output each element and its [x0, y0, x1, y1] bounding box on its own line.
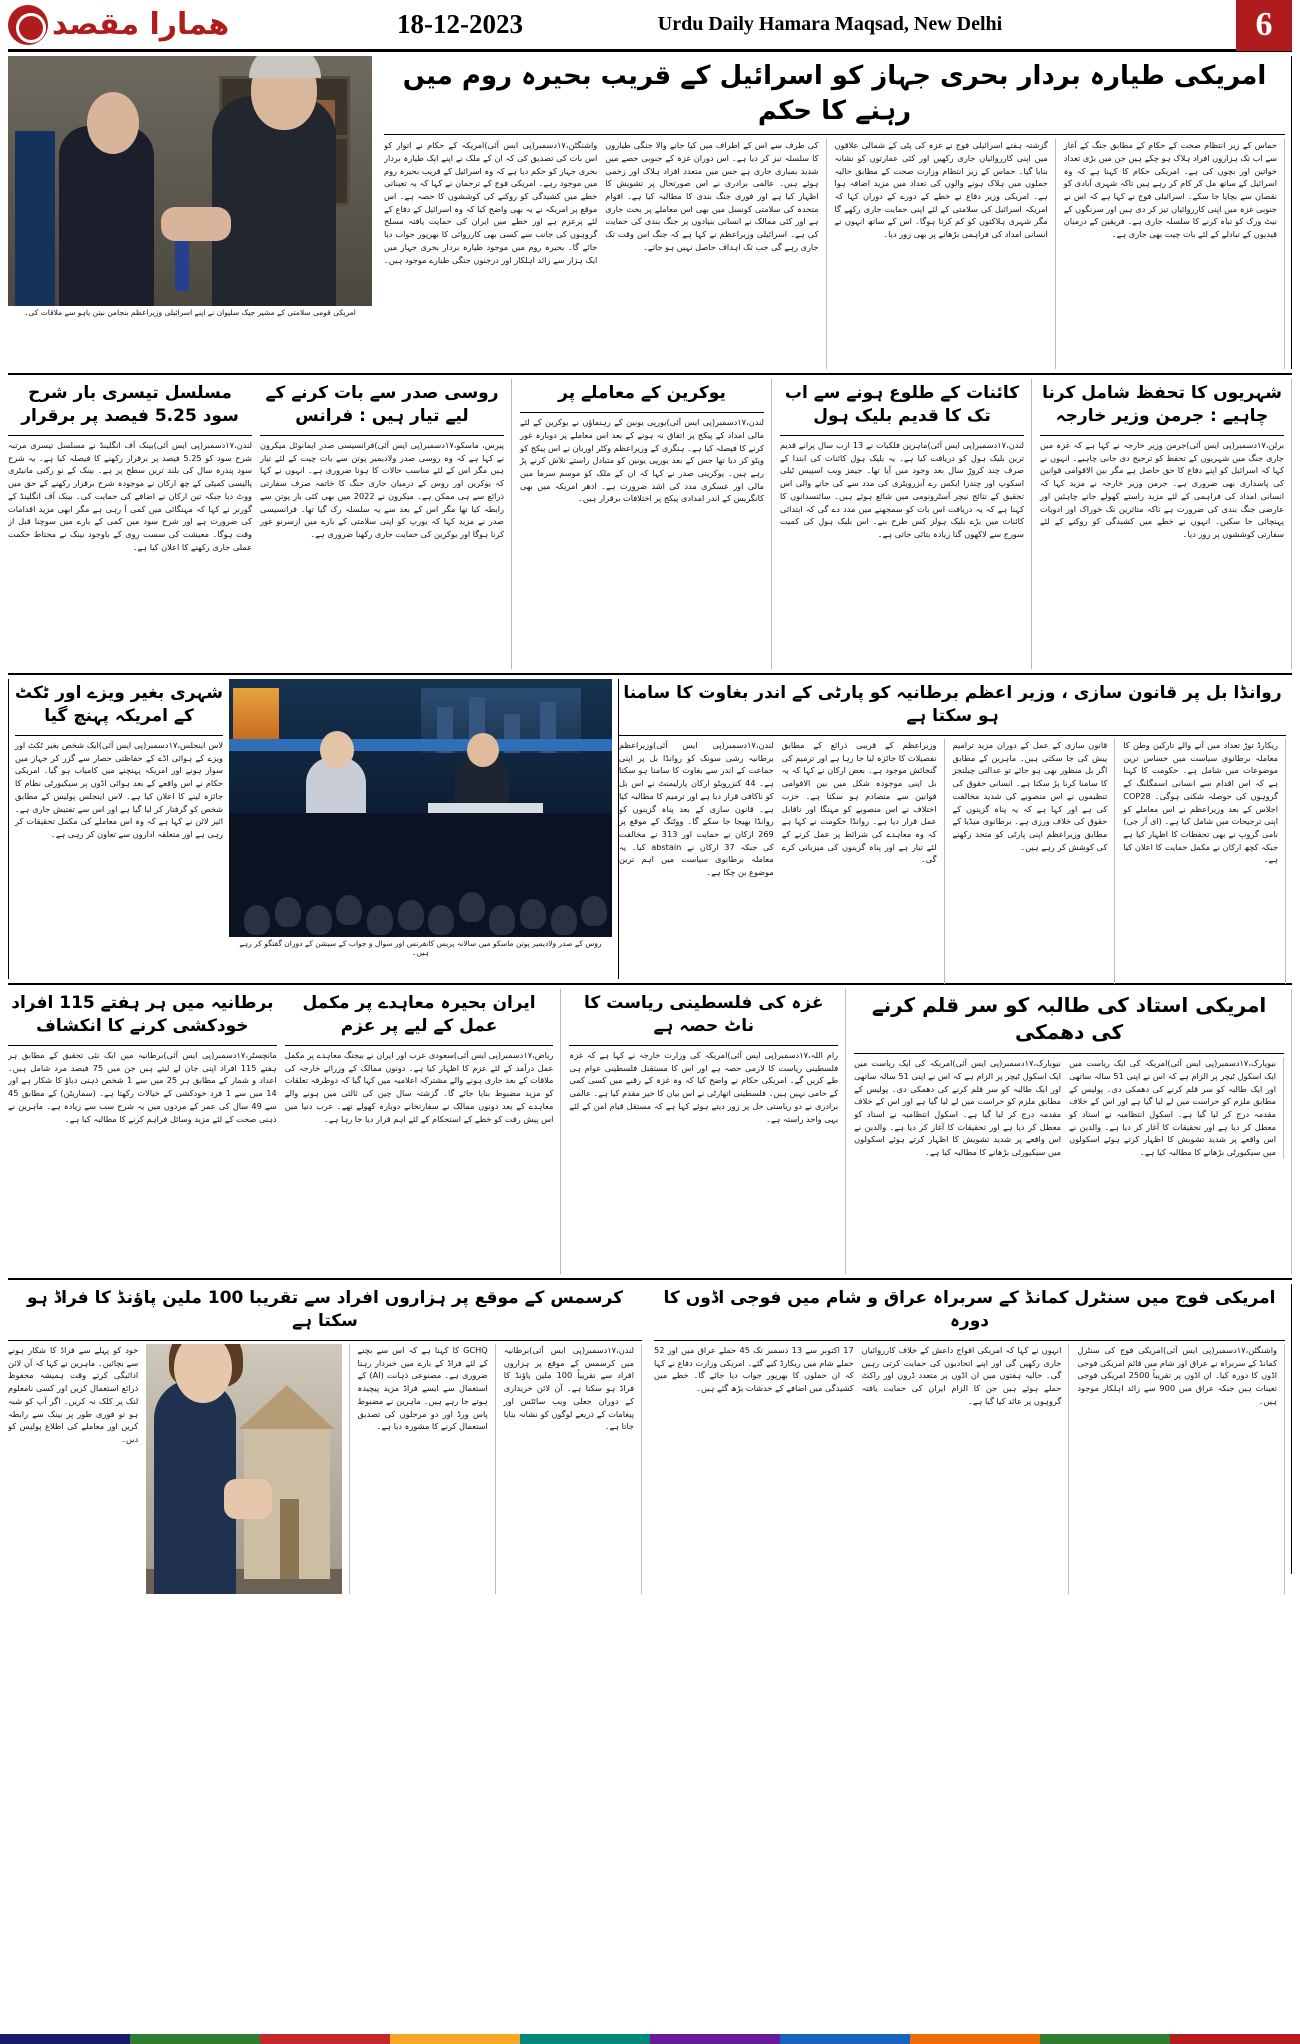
story-gaza-state [569, 989, 846, 1274]
story-col-3: قانون سازی کے عمل کے دوران مزید ترامیم پیش کی جا سکتی ہیں۔ ماہرین کے مطابق اگر بل منظور بھی ہو جائے تو عدالتی چیلنجز کا سامنا کرنا پڑ سکتا ہے۔ انسانی حقوق کی تنظیموں نے اس منصوبے کی شدید مخالفت کی ہے اور کہا ہے کہ یہ پناہ گزینوں کے حقوق کی خلاف ورزی ہے۔ برطانوی میڈیا کے مطابق وزیراعظم اپنی پارٹی کو متحد رکھنے کی کوشش کر رہے ہیں۔ [953, 739, 1116, 984]
story-headline: برطانیہ میں ہر ہفتے 115 افراد خودکشی کرنے کا انکشاف [11, 993, 274, 1037]
story-us-no-visa [8, 679, 223, 979]
story-iran-saudi [285, 989, 562, 1274]
story-col-1: خود کو پہلے سے فراڈ کا شکار ہونے سے بچائیں۔ ماہرین نے کہا کہ آن لائن ادائیگی کرتے وقت ہمیشہ محفوظ ذرائع استعمال کریں اور کسی نامعلوم لنک پر کلک نہ کریں۔ اگر آپ کو شبہ ہو تو فوری طور پر بینک سے رابطہ کریں اور معاملے کی اطلاع پولیس کو دیں۔ [8, 1345, 139, 1444]
story-body: مانچسٹر،۱۷دسمبر(پی ایس آئی)برطانیہ میں ایک نئی تحقیق کے مطابق ہر ہفتے 115 افراد اپنی جان لے لیتے ہیں جن میں 75 فیصد مرد شامل ہیں۔ اعداد و شمار کے مطابق ہر 25 میں سے 1 شخص ذہنی دباؤ کا شکار ہے اور 14 میں سے 1 فرد خودکشی کے خیالات رکھتا ہے۔ (سماریٹن) کے مطابق 45 سے 49 سال کی عمر کے مردوں میں یہ شرح سب سے زیادہ ہے۔ ماہرین نے ذہنی صحت کے لئے مزید وسائل فراہم کرنے کا مطالبہ کیا ہے۔ [8, 1050, 277, 1124]
story-black-hole [780, 379, 1032, 669]
issue-date: 18-12-2023 [397, 9, 523, 39]
story-body-continued: نیویارک،۱۷دسمبر(پی ایس آئی)امریکہ کی ایک ریاست میں ایک اسکول ٹیچر پر الزام ہے کہ اس نے اپنی 51 سالہ ساتھی اور ایک طالبہ کو سر قلم کرنے کی دھمکی دی۔ پولیس کے مطابق ملزم کو حراست میں لے لیا گیا ہے اور اس کے خلاف مقدمہ درج کر لیا گیا ہے۔ اسکول انتظامیہ نے استاد کو معطل کر دیا ہے اور تحقیقات کا آغاز کر دیا ہے۔ والدین نے اس واقعے پر شدید تشویش کا اظہار کرتے ہوئے اسکولوں میں سیکیورٹی بڑھانے کا مطالبہ کیا ہے۔ [1069, 1057, 1284, 1159]
lead-col-2: کی طرف سے اس کے اطراف میں کیا جانے والا جنگی طیاروں کا سلسلہ تیز کر دیا ہے۔ اس دوران غزہ کے جنوبی حصے میں شدید بمباری جاری ہے جس میں متعدد افراد ہلاک اور زخمی ہوئے ہیں۔ عالمی برادری نے اس صورتحال پر تشویش کا اظہار کیا ہے اور فوری جنگ بندی کا مطالبہ کیا ہے۔ اقوام متحدہ کی سلامتی کونسل میں بھی اس معاملے پر بحث جاری ہے اور کئی ممالک نے انسانی بنیادوں پر جنگ بندی کی حمایت کی ہے۔ اسرائیلی وزیراعظم نے کہا ہے کہ جنگ اس وقت تک جاری رہے گی جب تک اہداف حاصل نہیں ہو جاتے۔ [605, 139, 826, 369]
story-centcom-visit [648, 1284, 1292, 1574]
story-us-teacher-threat [854, 989, 1292, 1274]
story-headline: روانڈا بل پر قانون سازی ، وزیر اعظم برطانیہ کو پارٹی کے اندر بغاوت کا سامنا ہو سکتا ہے [623, 683, 1282, 727]
story-col-2: GCHQ کا کہنا ہے کہ اس سے بچنے کے لئے فراڈ کے بارے میں خبردار رہنا ضروری ہے۔ مصنوعی ذہانت (AI) کے استعمال سے ایسے فراڈ مزید پیچیدہ ہوتے جا رہے ہیں۔ ماہرین نے مضبوط پاس ورڈ اور دو مرحلوں کی تصدیق استعمال کرنے کا مشورہ دیا ہے۔ [358, 1344, 496, 1594]
story-col-3: لندن،۱۷دسمبر(پی ایس آئی)برطانیہ میں کرسمس کے موقع پر ہزاروں افراد سے تقریباً 100 ملین پاؤنڈ کا فراڈ ہو سکتا ہے۔ آن لائن خریداری کے دوران جعلی ویب سائٹس اور پیغامات کے ذریعے لوگوں کو نشانہ بنایا جاتا ہے۔ [504, 1344, 642, 1594]
lead-photo-block [8, 56, 378, 369]
story-headline: امریکی استاد کی طالبہ کو سر قلم کرنے کی دھمکی [871, 993, 1267, 1045]
story-france-russia [260, 379, 512, 669]
lead-photo [8, 56, 372, 306]
story-christmas-fraud [8, 1284, 648, 1574]
color-bar [0, 2034, 1300, 2044]
story-col-1: لندن،۱۷دسمبر(پی ایس آئی)وزیراعظم برطانیہ رشی سونک کو روانڈا بل پر اپنی جماعت کے اندر سے بغاوت کا سامنا ہو سکتا ہے۔ 44 کنزرویٹو ارکان پارلیمنٹ نے اس بل کو ناکافی قرار دیا ہے اور ترمیم کا مطالبہ کیا ہے۔ قانون سازی کے بعد پناہ گزینوں کو روانڈا بھیجا جا سکے گا۔ ووٹنگ کے موقع پر 269 ارکان نے حمایت اور 313 نے مخالفت کی جبکہ 37 ارکان نے abstain کیا۔ یہ معاملہ برطانوی سیاست میں اہم ترین موضوع بن چکا ہے۔ [619, 740, 774, 878]
newspaper-title: Urdu Daily Hamara Maqsad, New Delhi [657, 13, 1003, 35]
row4 [8, 989, 1292, 1274]
lead-col-4: حماس کے زیر انتظام صحت کے حکام کے مطابق جنگ کے آغاز سے اب تک ہزاروں افراد ہلاک ہو چکے ہیں جن میں بڑی تعداد خواتین اور بچوں کی ہے۔ امریکی حکام کا کہنا ہے کہ وہ اسرائیل کے ساتھ مل کر کام کر رہے ہیں تاکہ شہری آبادی کو نقصان سے بچایا جا سکے۔ اسرائیلی فوج نے کہا ہے کہ اس نے جنوبی غزہ میں اپنی کارروائیاں تیز کر دی ہیں اور سرنگوں کے نیٹ ورک کو تباہ کرنے کا سلسلہ جاری ہے۔ فریقین کے درمیان قیدیوں کے تبادلے کے لئے بات چیت بھی جاری ہے۔ [1064, 139, 1285, 369]
story-body: لاس اینجلس،۱۷دسمبر(پی ایس آئی)ایک شخص بغیر ٹکٹ اور ویزے کے ہوائی اڈے کے حفاظتی حصار سے گزر کر جہاز میں سوار ہونے اور امریکہ پہنچنے میں کامیاب ہو گیا۔ امریکی حکام نے اس واقعے کے بعد ہوائی اڈوں پر سیکیورٹی نظام کا جائزہ لینے کا اعلان کیا ہے۔ لاس اینجلس پولیس کے مطابق شخص کو گرفتار کر لیا گیا ہے اور اس سے تفتیش جاری ہے۔ ائیر لائن نے کہا ہے کہ وہ اس معاملے کی مکمل تحقیقات کر رہی ہے اور متعلقہ اداروں سے تعاون کر رہی ہے۔ [15, 740, 223, 839]
putin-photo-caption: روس کے صدر ولادیمیر پوتن ماسکو میں سالانہ پریس کانفرنس اور سوال و جواب کے سیشن کے دوران گفتگو کر رہے ہیں۔ [239, 939, 602, 958]
putin-photo-block [223, 679, 618, 979]
story-col-1: 17 اکتوبر سے 13 دسمبر تک 45 حملے عراق میں اور 52 حملے شام میں ریکارڈ کیے گئے۔ امریکی وزارت دفاع نے کہا کہ ان حملوں کا بھرپور جواب دیا جائے گا۔ خطے میں کشیدگی میں اضافے کے خدشات بڑھ گئے ہیں۔ [654, 1345, 854, 1394]
story-body: لندن،۱۷دسمبر(پی ایس آئی)ماہرین فلکیات نے 13 ارب سال پرانے قدیم ترین بلیک ہول کو دریافت کیا ہے۔ یہ بلیک ہول کائنات کی ابتدا کے صرف چند کروڑ سال بعد وجود میں آیا تھا۔ جیمز ویب اسپیس ٹیلی اسکوپ اور چندرا ایکس رے آبزرویٹری کی مدد سے کی جانے والی اس تحقیق کے نتائج نیچر آسٹرونومی میں شائع ہوئے ہیں۔ سائنسدانوں کا کہنا ہے کہ یہ دریافت اس بات کو سمجھنے میں مدد دے گی کہ ابتدائی کائنات میں بڑے بلیک ہولز کس طرح بنے۔ اس بلیک ہول کی کمیت سورج سے لاکھوں گنا زیادہ بتائی جاتی ہے۔ [780, 440, 1024, 539]
row2 [8, 379, 1292, 669]
logo-text: همارا مقصد [52, 7, 230, 42]
story-headline: کرسمس کے موقع پر ہزاروں افراد سے تقریبا 100 ملین پاؤنڈ کا فراڈ ہو سکتا ہے [27, 1288, 623, 1332]
story-rwanda-bill [618, 679, 1292, 979]
row5 [8, 1284, 1292, 1574]
story-headline: امریکی فوج میں سنٹرل کمانڈ کے سربراہ عراق و شام میں فوجی اڈوں کا دورہ [663, 1288, 1276, 1332]
story-col-2: انہوں نے کہا کہ امریکی افواج داعش کے خلاف کارروائیاں جاری رکھیں گی اور اپنے اتحادیوں کی حمایت کرتی رہیں گی۔ حالیہ ہفتوں میں ان اڈوں پر متعدد ڈرون اور راکٹ حملے ہوئے ہیں جن کا الزام ایران کی حمایت یافتہ گروہوں پر عائد کیا گیا ہے۔ [862, 1344, 1070, 1594]
fraud-photo-block [146, 1344, 349, 1594]
story-headline: یوکرین کے معاملے پر [558, 383, 726, 404]
story-ukraine [520, 379, 772, 669]
story-headline: شہریوں کا تحفظ شامل کرنا چاہیے : جرمن وزیر خارجہ [1042, 383, 1282, 427]
story-headline: غزہ کی فلسطینی ریاست کا ناٹ حصہ ہے [584, 993, 824, 1037]
masthead [8, 0, 1292, 52]
story-col-4: ریکارڈ توڑ تعداد میں آنے والے تارکین وطن کا معاملہ برطانوی سیاست میں حساس ترین موضوعات میں شامل ہے۔ حکومت کا کہنا ہے کہ اس اقدام سے انسانی اسمگلنگ کے گروہوں کی حوصلہ شکنی ہوگی۔ COP28 اجلاس کے بعد وزیراعظم نے اس معاملے کو اپنی ترجیحات میں شامل کیا ہے۔ (ای آر جی) نامی گروپ نے بھی تحفظات کا اظہار کیا ہے جبکہ کچھ ارکان نے مکمل حمایت کا اعلان کیا ہے۔ [1123, 739, 1286, 984]
story-body: نیویارک،۱۷دسمبر(پی ایس آئی)امریکہ کی ایک ریاست میں ایک اسکول ٹیچر پر الزام ہے کہ اس نے اپنی 51 سالہ ساتھی اور ایک طالبہ کو سر قلم کرنے کی دھمکی دی۔ پولیس کے مطابق ملزم کو حراست میں لے لیا گیا ہے اور اس کے خلاف مقدمہ درج کر لیا گیا ہے۔ اسکول انتظامیہ نے استاد کو معطل کر دیا ہے اور تحقیقات کا آغاز کر دیا ہے۔ والدین نے اس واقعے پر شدید تشویش کا اظہار کرتے ہوئے اسکولوں میں سیکیورٹی بڑھانے کا مطالبہ کیا ہے۔ [854, 1058, 1062, 1158]
story-body: رام اللہ،۱۷دسمبر(پی ایس آئی)امریکہ کی وزارت خارجہ نے کہا ہے کہ غزہ فلسطینی ریاست کا لازمی حصہ ہے اور اس کا مستقبل فلسطینی عوام ہی طے کریں گے۔ امریکی حکام نے واضح کیا کہ وہ غزہ کے رقبے میں کسی کمی کے حامی نہیں ہیں۔ فلسطینی اتھارٹی نے اس بیان کا خیر مقدم کیا ہے۔ عالمی برادری نے دو ریاستی حل پر زور دیتے ہوئے کہا ہے کہ مستقل قیام امن کے لئے یہی واحد راستہ ہے۔ [569, 1050, 839, 1124]
page-number: 6 [1236, 0, 1292, 51]
story-headline: کائنات کے طلوع ہونے سے اب تک کا قدیم بلیک ہول [784, 383, 1020, 427]
story-headline: مسلسل تیسری بار شرح سود 5.25 فیصد پر برقرار [21, 383, 239, 427]
story-body: ریاض،۱۷دسمبر(پی ایس آئی)سعودی عرب اور ایران نے بیجنگ معاہدے پر مکمل عمل درآمد کے لئے عزم کا اظہار کیا ہے۔ دونوں ممالک کے وزرائے خارجہ کی ملاقات کے بعد جاری ہونے والے مشترکہ اعلامیہ میں کہا گیا کہ دوطرفہ تعلقات کو مزید مضبوط بنایا جائے گا۔ گزشتہ سال چین کی ثالثی میں ہونے والے معاہدے کے بعد دونوں ممالک نے سفارتخانے دوبارہ کھولے تھے۔ عرب دنیا میں اس پیش رفت کو خطے کے استحکام کے لئے اہم قرار دیا جا رہا ہے۔ [284, 1050, 554, 1124]
gingerbread-house-photo [146, 1344, 341, 1594]
lead-text-block [378, 56, 1292, 369]
newspaper-logo [8, 5, 258, 45]
story-uk-suicide [8, 989, 277, 1274]
story-body: لندن،۱۷دسمبر(پی ایس آئی)بینک آف انگلینڈ نے مسلسل تیسری مرتبہ شرح سود کو 5.25 فیصد پر برقرار رکھنے کا فیصلہ کیا ہے۔ یہ شرح سود پندرہ سال کی بلند ترین سطح پر ہے۔ بینک کے نو رکنی مانیٹری پالیسی کمیٹی کے چھ ارکان نے موجودہ شرح برقرار رکھنے کے حق میں ووٹ دیا جبکہ تین ارکان نے اضافے کی حمایت کی۔ بینک آف انگلینڈ کے گورنر نے کہا کہ مہنگائی میں کمی آ رہی ہے مگر ابھی مزید اقدامات کی ضرورت ہے اور شرح سود میں کمی کے بارے میں سوچنا قبل از وقت ہوگا۔ معیشت کی سست روی کے باوجود بینک نے محتاط حکمت عملی جاری رکھنے کا اعلان کیا ہے۔ [8, 440, 252, 552]
lead-col-1: واشنگٹن،۱۷دسمبر(پی ایس آئی)امریکہ کے حکام نے اتوار کو اس بات کی تصدیق کی کہ ان کے ملک نے اپنے ایک طیارہ بردار بحری جہاز کو حکم دیا ہے کہ وہ اسرائیل کے قریب بحیرہ روم میں موجود رہے۔ امریکی فوج کے ترجمان نے کہا کہ یہ تعیناتی خطے میں کشیدگی کو روکنے کی کوششوں کا حصہ ہے۔ اس موقع پر امریکہ نے یہ بھی واضح کیا کہ وہ اسرائیل کے دفاع کے لئے پرعزم ہے اور خطے میں ایران کی حمایت یافتہ مسلح گروہوں کی جانب سے کسی بھی کارروائی کا بھرپور جواب دیا جائے گا۔ بحیرہ روم میں موجود طیارہ بردار بحری جہاز میں ایک ہزار سے زائد اہلکار اور درجنوں جنگی طیارے موجود ہیں۔ [384, 140, 598, 265]
story-col-2: وزیراعظم کے قریبی ذرائع کے مطابق تفصیلات کا جائزہ لیا جا رہا ہے اور ترمیم کی گنجائش موجود ہے۔ بعض ارکان نے کہا کہ یہ بل اپنی موجودہ شکل میں بین الاقوامی قوانین سے متصادم ہو سکتا ہے۔ حزب اختلاف نے اس منصوبے کو مہنگا اور ناقابل عمل قرار دیا ہے۔ روانڈا حکومت نے کہا ہے کہ وہ معاہدے کی شرائط پر عمل کرنے کے لئے تیار ہے اور پناہ گزینوں کی میزبانی کرے گی۔ [782, 739, 945, 984]
story-body: لندن،۱۷دسمبر(پی ایس آئی)یورپی یونین کے رہنماؤں نے یوکرین کے لئے مالی امداد کے پیکج پر اتفاق نہ ہونے کے بعد اس معاملے پر دوبارہ غور کرنے کا فیصلہ کیا ہے۔ ہنگری کے وزیراعظم وکٹر اوربان نے اس پیکج کو ویٹو کر دیا تھا جس کے بعد یورپی یونین کو متبادل راستے تلاش کرنے پڑ رہے ہیں۔ یوکرینی صدر نے کہا کہ ان کے ملک کو موسم سرما میں مالی اور عسکری مدد کی اشد ضرورت ہے۔ ادھر امریکہ میں بھی کانگریس کے اندر امدادی پیکج پر اختلافات برقرار ہیں۔ [520, 417, 764, 504]
lead-col-3: گزشتہ ہفتے اسرائیلی فوج نے غزہ کی پٹی کے شمالی علاقوں میں اپنی کارروائیاں جاری رکھیں اور کئی عمارتوں کو نشانہ بنایا گیا۔ حماس کے زیر انتظام وزارت صحت کے مطابق حالیہ حملوں میں ہلاک ہونے والوں کی تعداد میں مزید اضافہ ہوا ہے۔ امریکی وزیر دفاع نے خطے کے دورے کے دوران کہا کہ امریکہ اسرائیل کی سلامتی کے لئے اپنی حمایت جاری رکھے گا مگر شہری ہلاکتوں کو کم کرنا ہوگا۔ اس کے ساتھ انہوں نے انسانی امداد کی فراہمی بڑھانے پر بھی زور دیا۔ [835, 139, 1056, 369]
story-headline: شہری بغیر ویزے اور ٹکٹ کے امریکہ پہنچ گیا [15, 683, 223, 727]
story-body: برلن،۱۷دسمبر(پی ایس آئی)جرمن وزیر خارجہ نے کہا ہے کہ غزہ میں جاری جنگ میں شہریوں کے تحفظ کو ترجیح دی جانی چاہیے۔ انہوں نے کہا کہ اسرائیل کو اپنے دفاع کا حق حاصل ہے مگر بین الاقوامی قوانین کی پاسداری بھی ضروری ہے۔ جرمن وزیر خارجہ نے مزید کہا کہ انسانی امداد کی فراہمی کے لئے مزید راستے کھولے جانے چاہئیں اور عارضی جنگ بندی کی ضرورت ہے تاکہ متاثرین تک خوراک اور ادویات پہنچائی جا سکیں۔ انہوں نے خطے میں کشیدگی کو روکنے کے لئے سفارتی کوششوں پر زور دیا۔ [1040, 440, 1284, 539]
story-body: پیرس، ماسکو،۱۷دسمبر(پی ایس آئی)فرانسیسی صدر ایمانوئل میکرون نے کہا ہے کہ وہ روسی صدر ولادیمیر پوتن سے بات چیت کے لئے تیار ہیں مگر اس کے لئے مناسب حالات کا ہونا ضروری ہے۔ انہوں نے کہا کہ یوکرین اور روس کے درمیان جاری جنگ کا خاتمہ صرف سفارتی ذرائع سے ہی ممکن ہے۔ میکرون نے 2022 میں بھی کئی بار پوتن سے رابطہ کیا تھا مگر اس کے بعد سے یہ سلسلہ رک گیا تھا۔ فرانسیسی صدر نے مزید کہا کہ یورپ کو اپنی سلامتی کے بارے میں ازسرنو غور کرنا ہوگا اور یوکرین کی حمایت جاری رکھنا ضروری ہے۔ [260, 440, 504, 539]
lead-story [8, 56, 1292, 369]
lead-headline: امریکی طیارہ بردار بحری جہاز کو اسرائیل کے قریب بحیرہ روم میں رہنے کا حکم [402, 61, 1267, 127]
logo-icon [8, 5, 48, 45]
story-bank-of-england [8, 379, 252, 669]
row3 [8, 679, 1292, 979]
putin-press-conference-photo [229, 679, 612, 937]
story-headline: روسی صدر سے بات کرنے کے لیے تیار ہیں : فرانس [265, 383, 499, 427]
lead-photo-caption: امریکی قومی سلامتی کے مشیر جیک سلیوان نے اپنے اسرائیلی وزیراعظم بنجامن نیتن یاہو سے ملاقات کی۔ [24, 308, 356, 317]
story-german-fm [1040, 379, 1292, 669]
story-headline: ایران بحیرہ معاہدے پر مکمل عمل کے لیے پر عزم [302, 993, 536, 1037]
story-col-3: واشنگٹن،۱۷دسمبر(پی ایس آئی)امریکی فوج کی سنٹرل کمانڈ کے سربراہ نے عراق اور شام میں قائم امریکی فوجی اڈوں کا دورہ کیا۔ ان اڈوں پر تقریباً 2500 امریکی فوجی تعینات ہیں جبکہ عراق میں 900 سے زائد اہلکار موجود ہیں۔ [1077, 1344, 1285, 1594]
